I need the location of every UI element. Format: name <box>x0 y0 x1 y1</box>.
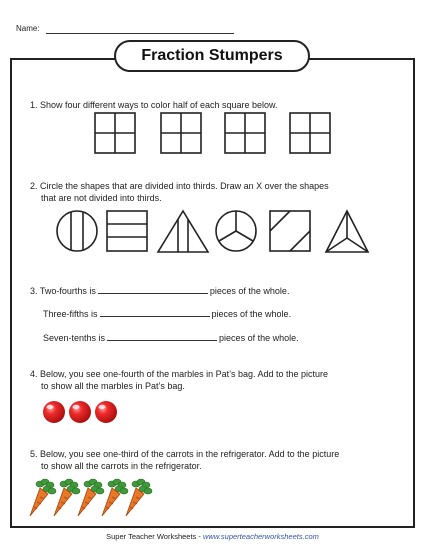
carrot-5 <box>126 479 152 516</box>
shape-triangle-center-thirds[interactable] <box>326 211 368 252</box>
shape-circle-vertical-thirds[interactable] <box>57 211 97 251</box>
q3-row-3-after: pieces of the whole. <box>219 333 299 343</box>
carrot-1 <box>30 479 56 516</box>
question-5-line-2: to show all the carrots in the refrigerator. <box>41 461 202 471</box>
marble-2 <box>69 401 91 423</box>
marbles-picture <box>40 398 160 428</box>
carrot-leaf <box>72 488 80 494</box>
carrot-leaf <box>144 488 152 494</box>
square-1[interactable] <box>95 113 135 153</box>
q3-row-2-before: Three-fifths is <box>43 309 98 319</box>
footer-url[interactable]: www.superteacherworksheets.com <box>202 532 319 541</box>
question-2 <box>30 180 329 204</box>
q3-answer-blank-1[interactable] <box>98 284 208 294</box>
carrot-body <box>126 488 144 516</box>
q2-shapes <box>0 204 425 264</box>
carrot-leaf <box>48 488 56 494</box>
shape-triangle-vertical-lines[interactable] <box>158 211 208 252</box>
question-3-row-1 <box>30 284 289 297</box>
q3-row-1-before: Two-fourths is <box>39 286 96 296</box>
page-title: Fraction Stumpers <box>114 40 310 72</box>
question-2-line-1: Circle the shapes that are divided into thirds. Draw an X over the shapes <box>40 181 329 191</box>
square-4[interactable] <box>290 113 330 153</box>
carrot-body <box>102 488 120 516</box>
shape-rect-horizontal-thirds[interactable] <box>107 211 147 251</box>
carrot-body <box>30 488 48 516</box>
carrot-body <box>54 488 72 516</box>
footer-separator: - <box>196 532 203 541</box>
marble-highlight-3 <box>99 405 106 409</box>
question-1-text: Show four different ways to color half of each square below. <box>40 100 278 110</box>
footer-site-name: Super Teacher Worksheets <box>106 532 197 541</box>
shape-circle-y-thirds[interactable] <box>216 211 256 251</box>
carrot-3 <box>78 479 104 516</box>
carrot-2 <box>54 479 80 516</box>
q3-answer-blank-3[interactable] <box>107 331 217 341</box>
marble-highlight-1 <box>47 405 54 409</box>
carrot-leaf <box>120 488 128 494</box>
carrots-picture <box>26 478 176 520</box>
footer <box>0 532 425 541</box>
marble-3 <box>95 401 117 423</box>
question-2-line-2: that are not divided into thirds. <box>41 193 162 203</box>
marble-highlight-2 <box>73 405 80 409</box>
carrot-leaf <box>96 488 104 494</box>
marble-1 <box>43 401 65 423</box>
question-5-number: 5. <box>30 449 38 459</box>
q3-row-3-before: Seven-tenths is <box>43 333 106 343</box>
q3-row-2-after: pieces of the whole. <box>211 309 292 319</box>
square-2[interactable] <box>161 113 201 153</box>
question-4-line-1: Below, you see one-fourth of the marbles in Pat’s bag. Add to the picture <box>40 369 329 379</box>
question-4-line-2: to show all the marbles in Pat’s bag. <box>41 381 185 391</box>
question-2-number: 2. <box>30 181 38 191</box>
q1-squares <box>0 108 425 168</box>
question-1-number: 1. <box>30 100 38 110</box>
question-3-row-3 <box>43 331 299 344</box>
question-4-number: 4. <box>30 369 38 379</box>
question-5-line-1: Below, you see one-third of the carrots in the refrigerator. Add to the picture <box>40 449 340 459</box>
shape-square-diagonal-strips[interactable] <box>270 211 310 251</box>
question-3-number: 3. <box>30 286 38 296</box>
carrot-body <box>78 488 96 516</box>
square-3[interactable] <box>225 113 265 153</box>
question-5 <box>30 448 339 472</box>
name-label: Name: <box>16 24 40 33</box>
carrot-4 <box>102 479 128 516</box>
question-4 <box>30 368 328 392</box>
q3-answer-blank-2[interactable] <box>100 307 210 317</box>
q3-row-1-after: pieces of the whole. <box>209 286 290 296</box>
name-line[interactable] <box>46 33 234 34</box>
question-3-row-2 <box>43 307 291 320</box>
